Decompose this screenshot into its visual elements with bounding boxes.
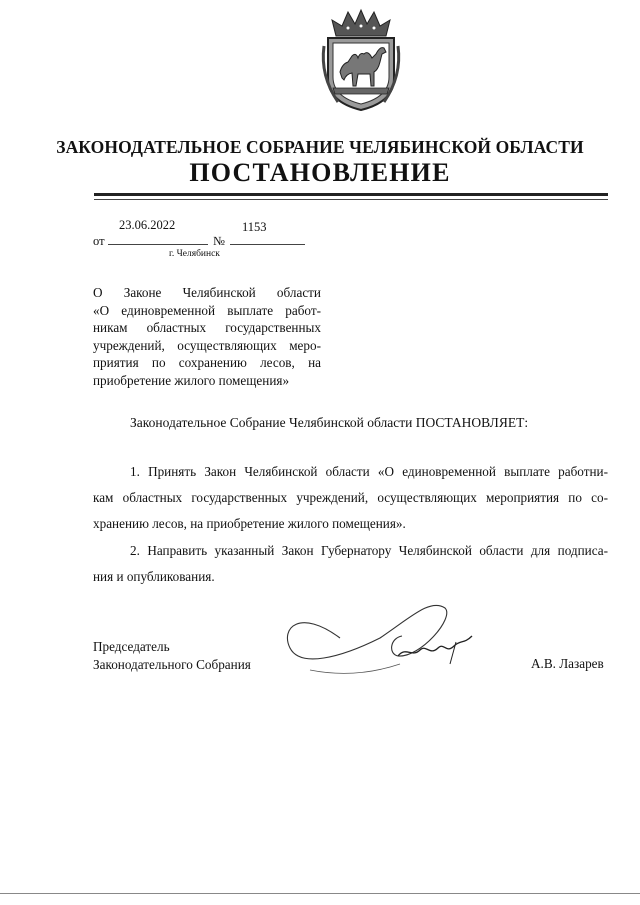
- signatory-name: А.В. Лазарев: [531, 656, 604, 671]
- item-line: 1. Принять Закон Челябинской области «О единовременной выплате работни-: [130, 464, 608, 479]
- position-line: Председатель: [93, 639, 170, 654]
- header-divider-thick: [94, 193, 608, 196]
- subject-line: приятия по сохранению лесов, на: [93, 355, 321, 370]
- subject-line: О Законе Челябинской области: [93, 285, 321, 300]
- subject-line: никам областных государственных: [93, 320, 321, 335]
- handwritten-signature: [280, 598, 480, 680]
- coat-of-arms-emblem: [318, 6, 404, 114]
- item-line: ния и опубликования.: [93, 569, 215, 584]
- subject-line: приобретение жилого помещения»: [93, 372, 290, 388]
- page-bottom-edge: [0, 893, 640, 894]
- subject-line: «О единовременной выплате работ-: [93, 302, 321, 318]
- position-line: Законодательного Собрания: [93, 657, 251, 672]
- city-label: г. Челябинск: [169, 249, 220, 259]
- item-line: 2. Направить указанный Закон Губернатору Челябинской области для подписа-: [130, 543, 608, 558]
- organization-title: ЗАКОНОДАТЕЛЬНОЕ СОБРАНИЕ ЧЕЛЯБИНСКОЙ ОБЛАСТИ: [56, 137, 584, 157]
- resolves-statement: Законодательное Собрание Челябинской области ПОСТАНОВЛЯЕТ:: [130, 415, 529, 430]
- resolution-item-2: [93, 538, 608, 590]
- subject-line: учреждений, осуществляющих меро-: [93, 337, 321, 353]
- resolution-item-1: [93, 459, 608, 537]
- number-underline: [230, 244, 305, 245]
- date-underline: [108, 244, 208, 245]
- signatory-position: [93, 638, 251, 674]
- from-label: от: [93, 234, 105, 248]
- document-date: 23.06.2022: [119, 218, 176, 232]
- header-divider-thin: [94, 199, 608, 200]
- document-type-title: ПОСТАНОВЛЕНИЕ: [189, 158, 451, 187]
- item-line: хранению лесов, на приобретение жилого помещения».: [93, 516, 406, 531]
- item-line: кам областных государственных учреждений, осуществляющих мероприятия по со-: [93, 490, 608, 505]
- document-subject: [93, 284, 321, 389]
- document-number: 1153: [242, 220, 267, 234]
- number-label: №: [213, 234, 225, 248]
